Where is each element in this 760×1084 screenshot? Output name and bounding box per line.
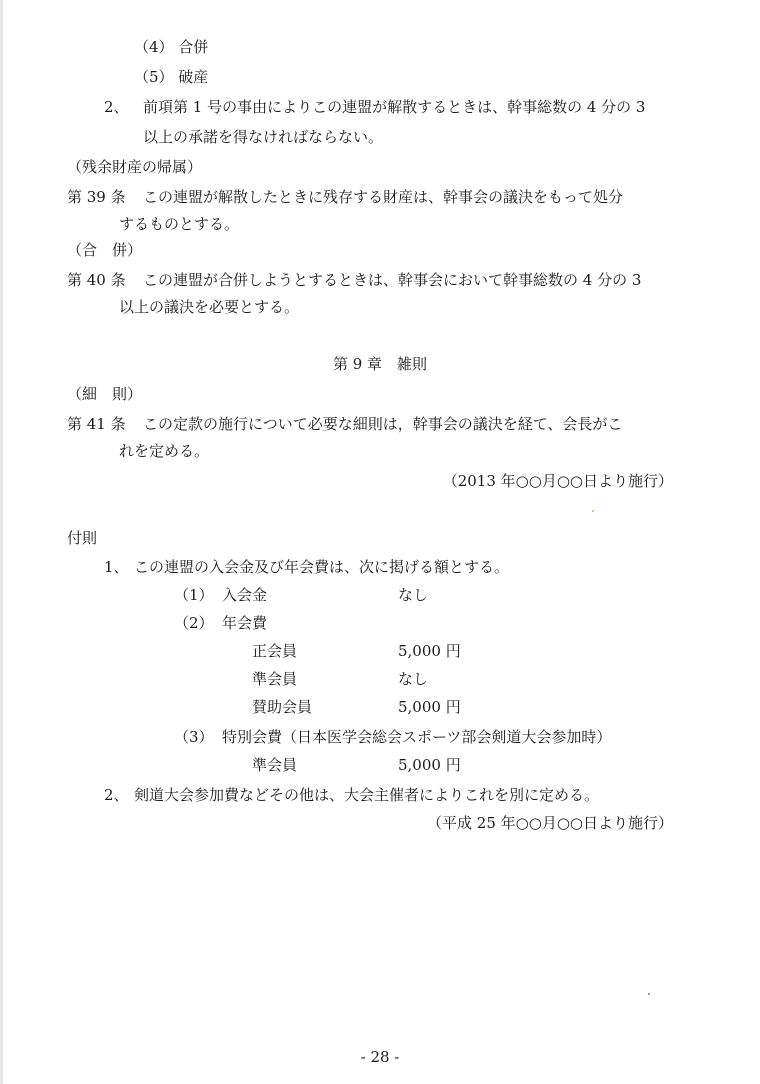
fee-member-type: 準会員 [252, 670, 298, 688]
fee-item-label: 年会費 [222, 614, 268, 632]
article-heading: （残余財産の帰属） [67, 158, 203, 176]
article-number: 第 39 条 [67, 188, 126, 206]
article-text: この定款の施行について必要な細則は，幹事会の議決を経て、会長がこ [143, 415, 623, 433]
article-text: するものとする。 [119, 215, 240, 233]
paragraph-number: 2、 [104, 786, 129, 804]
article-text: 以上の議決を必要とする。 [119, 298, 300, 316]
fee-item-label: 特別会費（日本医学会総会スポーツ部会剣道大会参加時） [222, 728, 612, 746]
enforcement-date: （平成 25 年○○月○○日より施行） [427, 814, 673, 832]
supplementary-heading: 付則 [67, 529, 98, 547]
fee-member-type: 賛助会員 [252, 698, 313, 716]
fee-member-amount: 5,000 円 [398, 642, 461, 660]
fee-member-amount: 5,000 円 [398, 756, 461, 774]
paragraph-number: 1、 [104, 558, 129, 576]
page-number: - 28 - [360, 1048, 400, 1066]
article-text: この連盟が合併しようとするときは、幹事会において幹事総数の 4 分の 3 [143, 271, 642, 289]
list-item-merger: （4） 合併 [134, 38, 209, 56]
paragraph-number: 2、 [104, 98, 129, 116]
fee-member-amount: なし [398, 670, 429, 688]
fee-item-label: 入会金 [222, 586, 268, 604]
article-number: 第 41 条 [67, 415, 126, 433]
fee-item-value: なし [398, 586, 429, 604]
article-text: れを定める。 [119, 442, 210, 460]
fee-item-number: （1） [174, 586, 214, 604]
scan-edge-shadow [0, 0, 3, 1084]
article-heading: （細 則） [67, 385, 143, 403]
fee-item-number: （2） [174, 614, 214, 632]
scan-speck [592, 510, 594, 512]
paragraph-text: 以上の承諾を得なければならない。 [143, 128, 384, 146]
article-number: 第 40 条 [67, 271, 126, 289]
scan-speck [648, 993, 650, 995]
enforcement-date: （2013 年○○月○○日より施行） [442, 472, 673, 490]
fee-member-type: 準会員 [252, 756, 298, 774]
fee-member-type: 正会員 [252, 642, 298, 660]
article-heading: （合 併） [67, 241, 143, 259]
article-text: この連盟が解散したときに残存する財産は、幹事会の議決をもって処分 [143, 188, 624, 206]
chapter-title: 第 9 章 雑則 [332, 355, 428, 373]
paragraph-text: 前項第 1 号の事由によりこの連盟が解散するときは、幹事総数の 4 分の 3 [143, 98, 646, 116]
fee-item-number: （3） [174, 728, 214, 746]
paragraph-text: 剣道大会参加費などその他は、大会主催者によりこれを別に定める。 [134, 786, 600, 804]
paragraph-text: この連盟の入会金及び年会費は、次に掲げる額とする。 [134, 558, 510, 576]
fee-member-amount: 5,000 円 [398, 698, 461, 716]
list-item-bankruptcy: （5） 破産 [134, 68, 209, 86]
